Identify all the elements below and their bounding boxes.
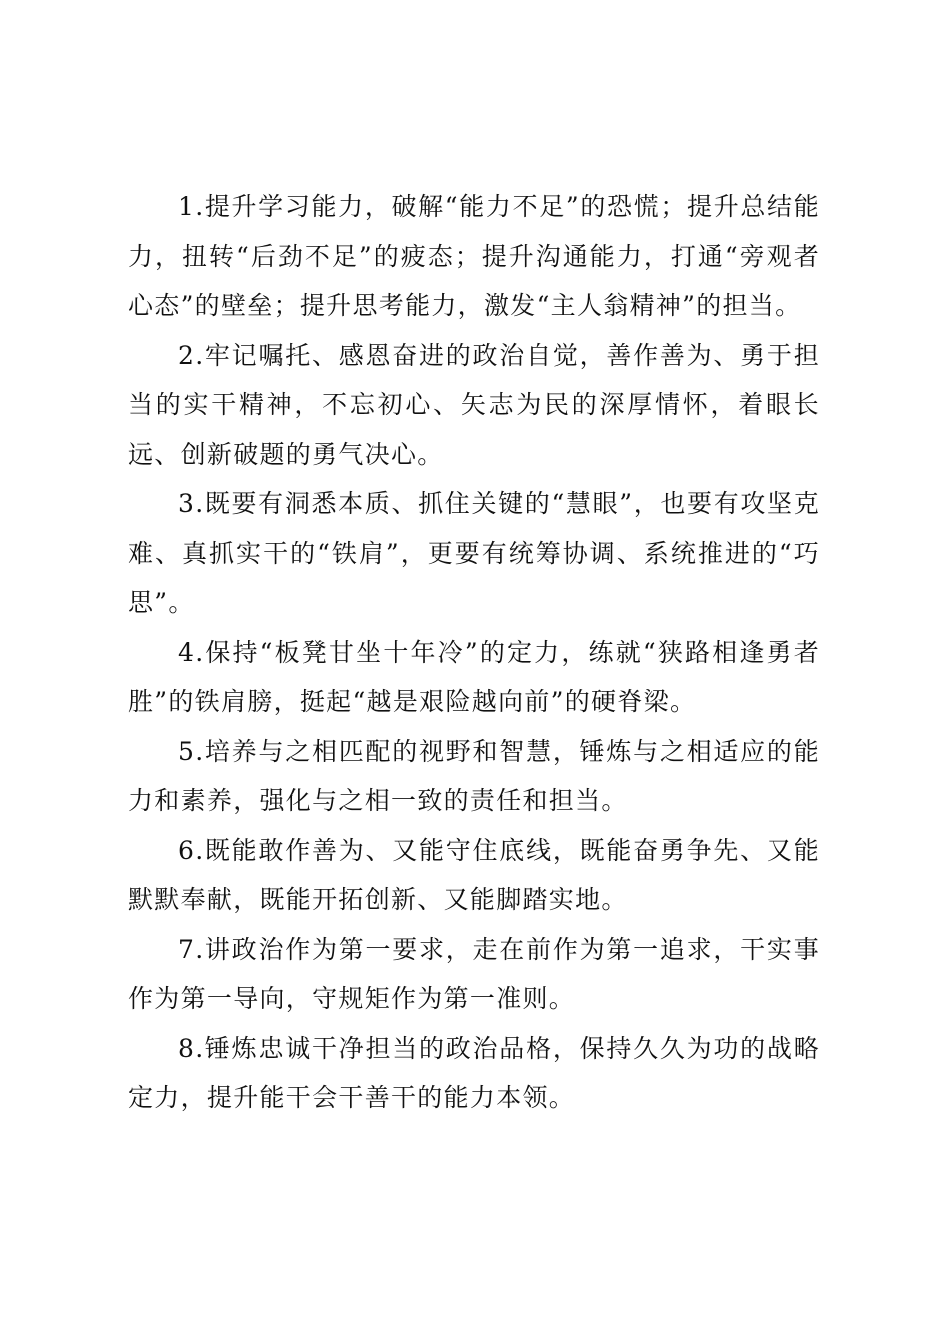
paragraph-2: 2.牢记嘱托、感恩奋进的政治自觉，善作善为、勇于担当的实干精神，不忘初心、矢志为民的深厚情怀，着眼长远、创新破题的勇气决心。	[128, 340, 820, 469]
paragraph-4: 4.保持“板凳甘坐十年冷”的定力，练就“狭路相逢勇者胜”的铁肩膀，挺起“越是艰险越向前”的硬脊梁。	[128, 637, 820, 716]
paragraph-5: 5.培养与之相匹配的视野和智慧，锤炼与之相适应的能力和素养，强化与之相一致的责任和担当。	[128, 736, 820, 815]
paragraph-8: 8.锤炼忠诚干净担当的政治品格，保持久久为功的战略定力，提升能干会干善干的能力本领。	[128, 1033, 820, 1112]
paragraph-1: 1.提升学习能力，破解“能力不足”的恐慌；提升总结能力，扭转“后劲不足”的疲态；提升沟通能力，打通“旁观者心态”的壁垒；提升思考能力，激发“主人翁精神”的担当。	[128, 192, 820, 320]
document-body	[128, 182, 820, 1123]
paragraph-6: 6.既能敢作善为、又能守住底线，既能奋勇争先、又能默默奉献，既能开拓创新、又能脚踏实地。	[128, 835, 820, 914]
paragraph-7: 7.讲政治作为第一要求，走在前作为第一追求，干实事作为第一导向，守规矩作为第一准则。	[128, 934, 820, 1013]
paragraph-3: 3.既要有洞悉本质、抓住关键的“慧眼”，也要有攻坚克难、真抓实干的“铁肩”，更要有统筹协调、系统推进的“巧思”。	[128, 489, 820, 617]
